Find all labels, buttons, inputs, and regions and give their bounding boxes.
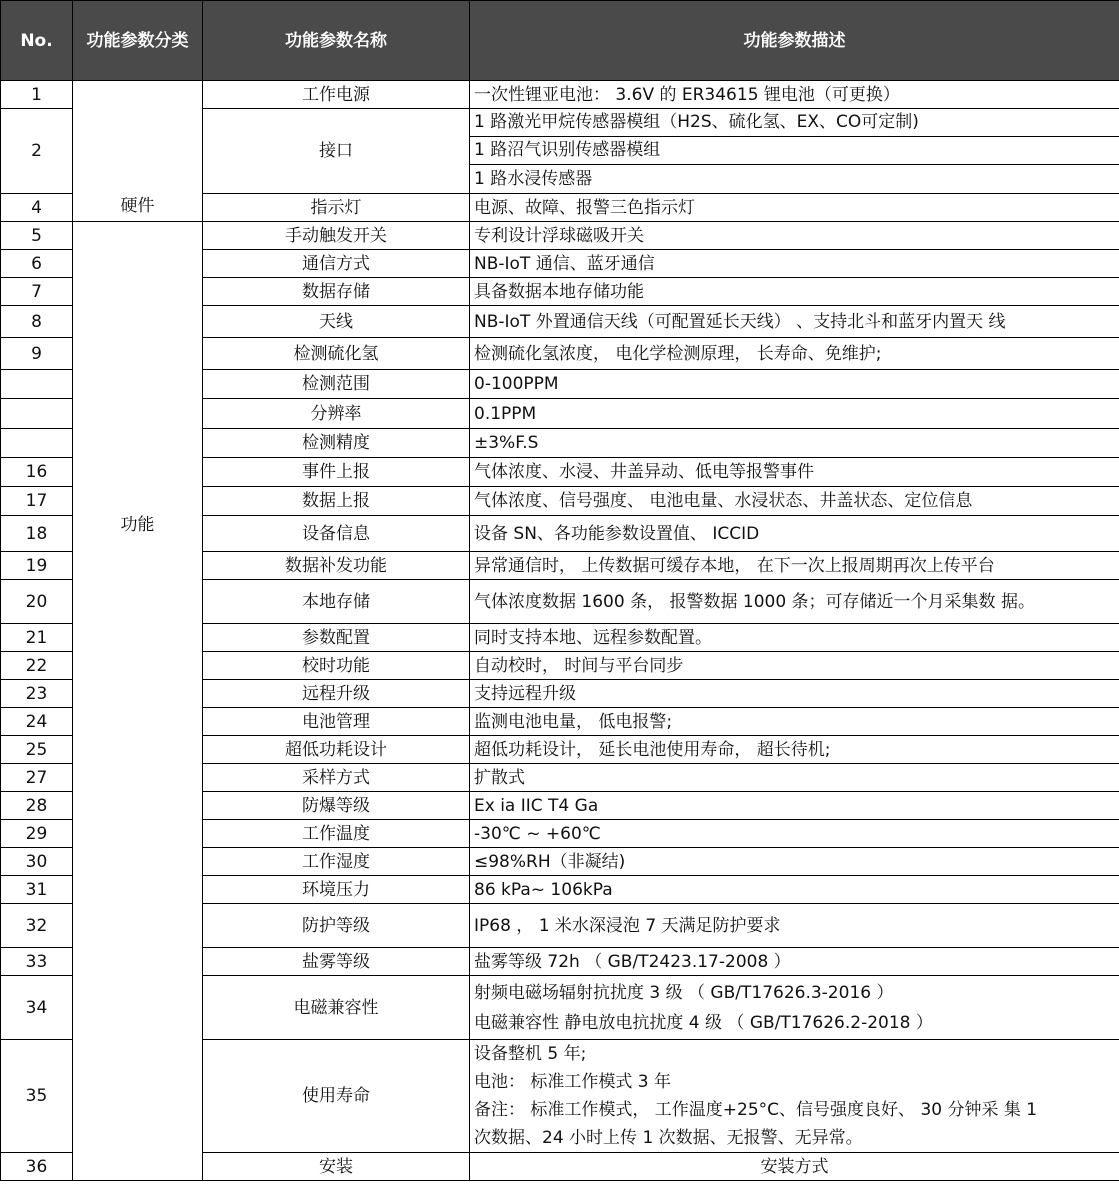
row-desc (470, 109, 1119, 194)
row-desc: NB-IoT 外置通信天线（可配置延长天线） 、支持北斗和蓝牙内置天 线 (470, 306, 1119, 338)
row-name: 接口 (203, 109, 470, 194)
row-no: 28 (1, 792, 73, 820)
row-desc: NB-IoT 通信、蓝牙通信 (470, 250, 1119, 278)
row-name: 安装方式 (470, 1153, 1119, 1181)
row-name: 手动触发开关 (203, 222, 470, 250)
row-desc: 0-100PPM (470, 370, 1119, 399)
row-name: 电磁兼容性 (203, 976, 470, 1040)
row-no: 29 (1, 820, 73, 848)
row-name: 参数配置 (203, 624, 470, 652)
header-category: 功能参数分类 (73, 1, 203, 81)
row-desc: IP68 ， 1 米水深浸泡 7 天满足防护要求 (470, 904, 1119, 948)
row-name: 采样方式 (203, 764, 470, 792)
row-name: 使用寿命 (203, 1040, 470, 1153)
row-name: 环境压力 (203, 876, 470, 904)
row-name: 工作湿度 (203, 848, 470, 876)
row-no: 19 (1, 552, 73, 580)
desc-line: 1 路激光甲烷传感器模组（H2S、硫化氢、EX、CO可定制) (470, 109, 1119, 137)
desc-line: 次数据、24 小时上传 1 次数据、无报警、无异常。 (474, 1128, 863, 1148)
row-name: 通信方式 (203, 250, 470, 278)
row-no: 31 (1, 876, 73, 904)
row-no: 5 (1, 222, 73, 250)
header-row (1, 1, 1119, 81)
desc-line: 电池： 标准工作模式 3 年 (474, 1072, 672, 1092)
row-no: 4 (1, 194, 73, 222)
row-no: 21 (1, 624, 73, 652)
category-hardware: 硬件 (73, 81, 203, 222)
row-no: 18 (1, 516, 73, 552)
row-desc (470, 976, 1119, 1040)
row-name: 超低功耗设计 (203, 736, 470, 764)
row-no: 24 (1, 708, 73, 736)
row-name: 天线 (203, 306, 470, 338)
row-no (1, 399, 73, 429)
row-name: 工作温度 (203, 820, 470, 848)
row-no: 27 (1, 764, 73, 792)
row-no (1, 429, 73, 458)
row-name: 盐雾等级 (203, 948, 470, 976)
row-desc: 86 kPa~ 106kPa (470, 876, 1119, 904)
row-name: 数据补发功能 (203, 552, 470, 580)
row-desc: 0.1PPM (470, 399, 1119, 429)
row-no: 6 (1, 250, 73, 278)
row-desc: ≤98%RH（非凝结) (470, 848, 1119, 876)
row-name: 检测范围 (203, 370, 470, 399)
category-install: 安装 (203, 1153, 470, 1181)
row-no: 20 (1, 580, 73, 624)
header-no: No. (1, 1, 73, 81)
row-no: 17 (1, 487, 73, 516)
row-desc: 超低功耗设计， 延长电池使用寿命， 超长待机; (470, 736, 1119, 764)
row-no: 7 (1, 278, 73, 306)
row-desc: 具备数据本地存储功能 (470, 278, 1119, 306)
row-desc: 盐雾等级 72h （ GB/T2423.17-2008 ） (470, 948, 1119, 976)
row-desc: 专利设计浮球磁吸开关 (470, 222, 1119, 250)
row-name: 检测精度 (203, 429, 470, 458)
row-desc: 一次性锂亚电池： 3.6V 的 ER34615 锂电池（可更换） (470, 81, 1119, 109)
row-no: 36 (1, 1153, 73, 1181)
row-desc: ±3%F.S (470, 429, 1119, 458)
row-no: 22 (1, 652, 73, 680)
desc-line: 电磁兼容性 静电放电抗扰度 4 级 （ GB/T17626.2-2018 ） (474, 1012, 933, 1033)
row-desc: -30℃ ~ +60℃ (470, 820, 1119, 848)
row-name: 防护等级 (203, 904, 470, 948)
desc-line: 设备整机 5 年; (474, 1044, 587, 1064)
row-name: 设备信息 (203, 516, 470, 552)
row-desc: 设备 SN、各功能参数设置值、 ICCID (470, 516, 1119, 552)
table-row (1, 81, 1119, 109)
row-no: 23 (1, 680, 73, 708)
row-name: 数据存储 (203, 278, 470, 306)
row-desc: Ex ia IIC T4 Ga (470, 792, 1119, 820)
row-no: 8 (1, 306, 73, 338)
row-name: 数据上报 (203, 487, 470, 516)
row-desc: 气体浓度、水浸、井盖异动、低电等报警事件 (470, 458, 1119, 487)
row-name: 防爆等级 (203, 792, 470, 820)
desc-line: 1 路水浸传感器 (474, 169, 593, 189)
row-name: 电池管理 (203, 708, 470, 736)
row-no (1, 370, 73, 399)
row-no: 1 (1, 81, 73, 109)
row-desc: 电源、故障、报警三色指示灯 (470, 194, 1119, 222)
desc-line: 备注： 标准工作模式， 工作温度+25°C、信号强度良好、 30 分钟采 集 1 (474, 1100, 1038, 1120)
table-row (1, 222, 1119, 250)
row-desc: 监测电池电量， 低电报警; (470, 708, 1119, 736)
row-desc: 检测硫化氢浓度， 电化学检测原理， 长寿命、免维护; (470, 338, 1119, 370)
header-description: 功能参数描述 (470, 1, 1119, 81)
row-name: 远程升级 (203, 680, 470, 708)
row-name: 分辨率 (203, 399, 470, 429)
row-no: 33 (1, 948, 73, 976)
row-no: 9 (1, 338, 73, 370)
row-desc: 气体浓度数据 1600 条， 报警数据 1000 条；可存储近一个月采集数 据。 (470, 580, 1119, 624)
row-no: 32 (1, 904, 73, 948)
row-name: 本地存储 (203, 580, 470, 624)
row-name: 工作电源 (203, 81, 470, 109)
row-no: 30 (1, 848, 73, 876)
header-name: 功能参数名称 (203, 1, 470, 81)
row-no: 34 (1, 976, 73, 1040)
row-no: 2 (1, 109, 73, 194)
row-name: 校时功能 (203, 652, 470, 680)
category-function: 功能 (73, 222, 203, 1181)
row-desc: 异常通信时， 上传数据可缓存本地， 在下一次上报周期再次上传平台 (470, 552, 1119, 580)
row-name: 检测硫化氢 (203, 338, 470, 370)
row-no: 16 (1, 458, 73, 487)
desc-line: 射频电磁场辐射抗扰度 3 级 （ GB/T17626.3-2016 ） (474, 982, 894, 1003)
row-name: 事件上报 (203, 458, 470, 487)
row-desc: 气体浓度、信号强度、 电池电量、水浸状态、井盖状态、定位信息 (470, 487, 1119, 516)
row-desc: 自动校时， 时间与平台同步 (470, 652, 1119, 680)
desc-line: 1 路沼气识别传感器模组 (470, 137, 1119, 165)
row-desc: 同时支持本地、远程参数配置。 (470, 624, 1119, 652)
row-desc: 支持远程升级 (470, 680, 1119, 708)
row-desc (470, 1040, 1119, 1153)
row-desc: 扩散式 (470, 764, 1119, 792)
row-name: 指示灯 (203, 194, 470, 222)
row-no: 25 (1, 736, 73, 764)
row-no: 35 (1, 1040, 73, 1153)
